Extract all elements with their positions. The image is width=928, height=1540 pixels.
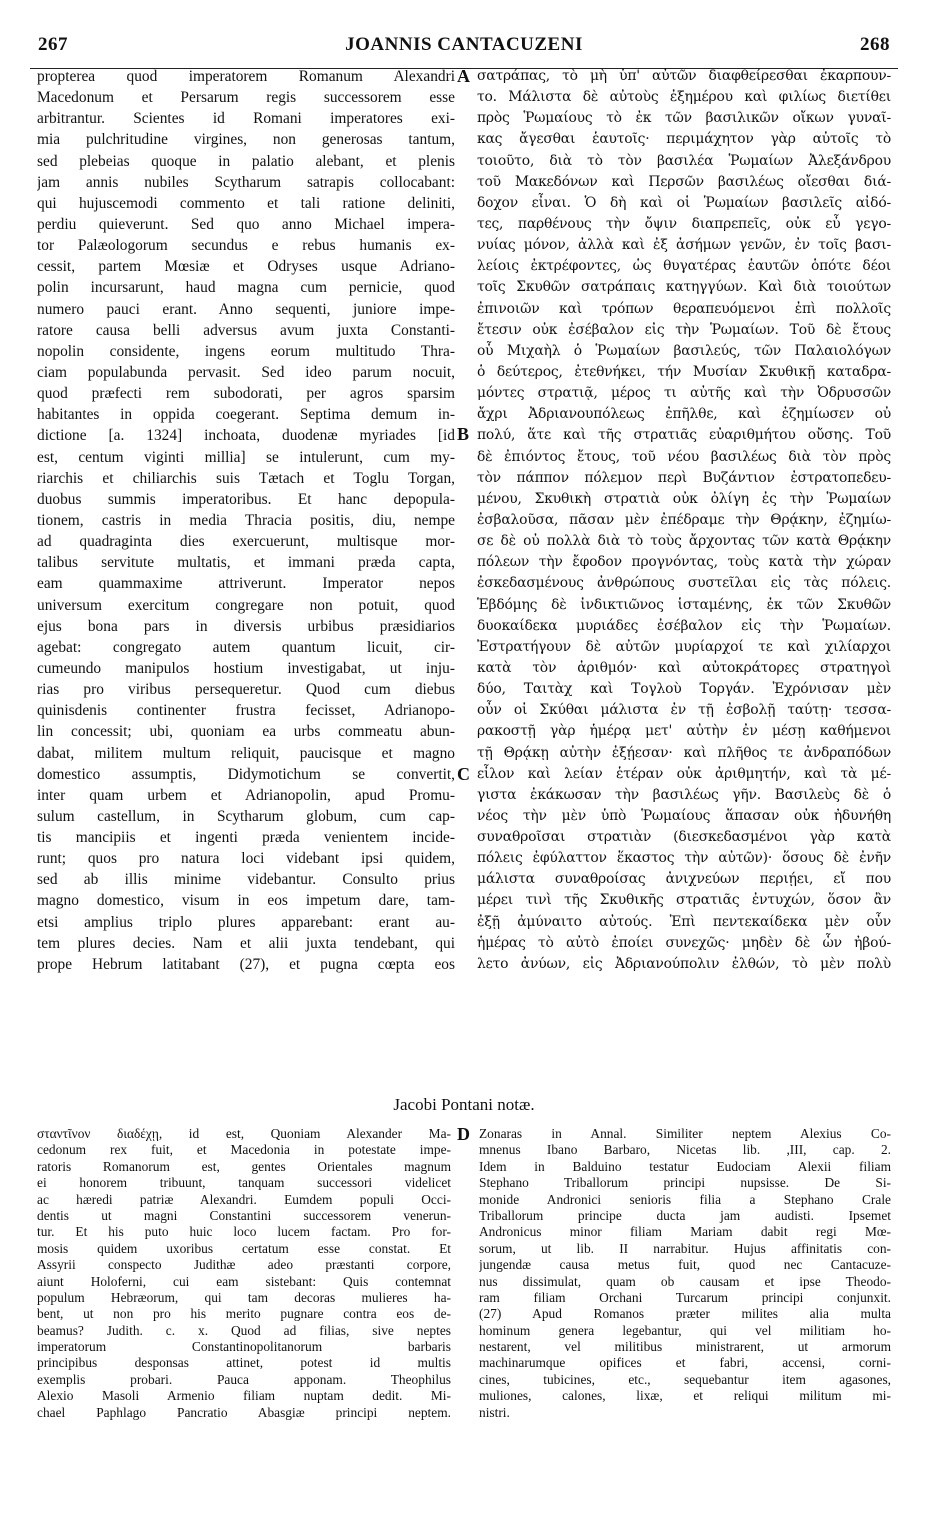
latin-text-line: tis mancipiis et ingenti præda venientem incide- — [37, 829, 455, 847]
latin-text-line: arbitrantur. Scientes id Romani imperatores exi- — [37, 110, 455, 128]
latin-text-line: cumeundo manipulos hostium investigabat, ut inju- — [37, 659, 455, 677]
latin-text-line: dabat, militem multum reliquit, paucisque et magno — [37, 744, 455, 762]
greek-text-line: δύο, Ταιτὰχ καὶ Τογλοὺ Τοργάν. Ἐχρόνισαν μὲν — [477, 681, 891, 698]
note-line: ei honorem tribuunt, tanquam successori videlicet — [37, 1175, 451, 1191]
greek-text-line: ἄχρι Ἀδριανουπόλεως ἐπῆλθε, καὶ ἐζημίωσεν οὐ — [477, 406, 891, 423]
greek-text-line: ἐσβαλοῦσα, πᾶσαν μὲν ἐπέδραμε τὴν Θρᾴκην, ἐζημίω- — [477, 511, 891, 528]
latin-text-line: agebat: congregato autem quantum licuit, cir- — [37, 638, 455, 656]
greek-text-line: πόλεις ἐφύλαττον ἕκαστος τὴν αὐτῶν)· ὅσους δὲ ἐνῆν — [477, 850, 891, 867]
latin-text-line: duobus summis imperatoribus. Et hanc depopula- — [37, 490, 455, 508]
greek-text-line: σατράπας, τὸ μὴ ὑπ' αὐτῶν διαφθείρεσθαι ἐκαρπουν- — [477, 68, 891, 84]
notes-column-right — [479, 1126, 891, 1421]
section-marker-d: D — [457, 1124, 470, 1144]
greek-text-line: λετο ἀνύων, εἰς Ἀδριανούπολιν ἐλθών, τὸ μὲν πολὺ — [477, 955, 891, 972]
greek-text-line: κατὰ τὸν ἀριθμόν· καὶ αὐτοκράτορες στρατηγοὶ — [477, 659, 891, 676]
latin-text-line: tor Palæologorum secundus e rebus humanis ex- — [37, 237, 455, 255]
greek-text-line: το. Μάλιστα δὲ αὐτοὺς ἐξημέρου καὶ φιλίως διετίθει — [477, 89, 891, 106]
latin-text-line: eam quammaxime attriverunt. Imperator nepos — [37, 575, 455, 593]
latin-text-line: sed ab illis minime videbantur. Consulto prius — [37, 871, 455, 889]
greek-text-line: ὁ δεύτερος, ἐτεθνήκει, τήν Μυσίαν Σκυθικῇ καταδρα- — [477, 363, 891, 380]
note-line: mosis quidem uxoribus certatum esse constat. Et — [37, 1240, 451, 1256]
note-line: monide Andronici senioris filia a Stephano Crale — [479, 1191, 891, 1207]
running-title: JOANNIS CANTACUZENI — [345, 34, 583, 55]
latin-text-line: cessit, partem Mœsiæ et Odryses usque Adriano- — [37, 258, 455, 276]
greek-text-line: μάλιστα συναθροίσας ἀνιχνεύων περιῄει, εἴ που — [477, 871, 891, 888]
greek-text-line: ἐπινοιῶν καὶ τρόπων θεραπευόμενοι ἐπὶ πολλοῖς — [477, 300, 891, 317]
note-line: Stephano Triballorum principi nupsisse. De Si- — [479, 1175, 891, 1191]
latin-text-line: dictione [a. 1324] inchoata, duodenæ myriades [id — [37, 427, 455, 445]
greek-text-line: ἡμέρας τὸ αὐτὸ ἐποίει συνεχῶς· μηδὲν δὲ ὧν ἠβού- — [477, 934, 891, 951]
note-line: sorum, ut lib. II narrabitur. Hujus affinitatis con- — [479, 1240, 891, 1256]
note-line: jungendæ causa metus fuit, quod nec Cantacuze- — [479, 1257, 891, 1273]
latin-text-line: polin incursarunt, haud magna cum pernicie, quod — [37, 279, 455, 297]
greek-text-line: Ἐστρατήγουν δὲ αὐτῶν μυρίαρχοί τε καὶ χιλίαρχοι — [477, 638, 891, 655]
greek-text-line: ἐσκεδασμένους ἀνθρώπους συστεῖλαι εἰς τὰς πόλεις. — [477, 575, 891, 592]
latin-text-line: ejus bona pars in diversis urbibus præsidiarios — [37, 617, 455, 635]
latin-text-line: domestico assumptis, Didymotichum se convertit, — [37, 765, 455, 783]
greek-text-line: νέος τὴν μὲν ὑπὸ Ῥωμαίους ἅπασαν οὐκ ἠδυνήθη — [477, 807, 891, 824]
greek-text-line: οὖν οἱ Σκύθαι μάλιστα ἐν τῇ ἐσβολῇ ταύτῃ· τεσσα- — [477, 702, 891, 719]
note-line: (27) Apud Romanos præter milites alia multa — [479, 1306, 891, 1322]
latin-text-line: nopolin considente, ingens eorum multitudo Thra- — [37, 342, 455, 360]
note-line: ac hæredi patriæ Alexandri. Eumdem populi Occi- — [37, 1191, 451, 1207]
note-line: tur. Et his puto huic loco lucem factam. Pro for- — [37, 1224, 451, 1240]
greek-text-line: συναθροῖσαι στρατιὰν (διεσκεδασμένοι γὰρ κατὰ — [477, 829, 891, 846]
latin-text-line: propterea quod imperatorem Romanum Alexandri — [37, 68, 455, 85]
note-line: bent, ut non pro his merito pugnare contra eos de- — [37, 1306, 451, 1322]
note-line: ram filiam Orchani Turcarum principi conjunxit. — [479, 1289, 891, 1305]
greek-text-line: τῇ Θρᾴκῃ αὐτὴν ἐξῄεσαν· καὶ πλῆθος τε ἀνδραπόδων — [477, 744, 891, 761]
greek-text-line: πρὸς Ῥωμαίους τὸ ἐκ τῶν βασιλικῶν οἴκων γυναῖ- — [477, 110, 891, 127]
running-header — [30, 34, 898, 69]
notes-heading: Jacobi Pontani notæ. — [393, 1095, 535, 1114]
note-line: beamus? Judith. c. x. Quod ad filias, sive neptes — [37, 1322, 451, 1338]
note-line: imperatorum Constantinopolitanorum barbaris — [37, 1339, 451, 1355]
note-line: principibus desponsas attinet, potest id multis — [37, 1355, 451, 1371]
latin-text-line: ratore causa belli adversus avum juxta Constanti- — [37, 321, 455, 339]
section-marker-a: A — [457, 66, 470, 86]
greek-text-line: τὸν πάππον πόλεμον περὶ Βυζάντιον ἐστρατοπεδευ- — [477, 469, 891, 486]
greek-text-line: πόλεων τὴν ἔφοδον προγνόντας, τοὺς κατὰ τὴν χώραν — [477, 554, 891, 571]
note-line: Triballorum principe ducta jam audisti. Ipsemet — [479, 1207, 891, 1223]
latin-text-line: perdiu quieverunt. Sed quo anno Michael impera- — [37, 215, 455, 233]
note-line: nestarent, vel militibus ministrarent, ut armorum — [479, 1339, 891, 1355]
greek-text-line: ἐξῇ ἀμύναιτο αὐτούς. Ἐπὶ πεντεκαίδεκα μὲν οὖν — [477, 913, 891, 930]
note-line: ratoris Romanorum est, gentes Orientales magnum — [37, 1158, 451, 1174]
note-line: Assyrii conspecto Judithæ adeo præstanti corpore, — [37, 1257, 451, 1273]
note-line: Idem in Balduino testatur Eudociam Alexii filiam — [479, 1158, 891, 1174]
greek-text-line: οὗ Μιχαὴλ ὁ Ῥωμαίων βασιλεύς, τῶν Παλαιολόγων — [477, 342, 891, 359]
greek-text-line: κας ἄγεσθαι ἑαυτοῖς· περιμάχητον γὰρ αὐτοῖς τὸ — [477, 131, 891, 148]
latin-text-line: jam annis nubiles Scytharum satrapis collocabant: — [37, 173, 455, 191]
latin-text-line: inter quam urbem et Adrianopolin, apud Promu- — [37, 786, 455, 804]
note-line: cines, tubicines, etc., sequebantur item agasones, — [479, 1371, 891, 1387]
latin-text-line: Macedonum et Persarum regis successorem esse — [37, 89, 455, 107]
note-line: aiunt Holoferni, cui eam sistebant: Quis contemnat — [37, 1273, 451, 1289]
latin-text-line: riarchis et chiliarchis suis Tætach et Toglu Torgan, — [37, 469, 455, 487]
note-line: muliones, calones, lixæ, et reliqui militum mi- — [479, 1388, 891, 1404]
latin-text-line: mia pulchritudine virgines, non generosas tantum, — [37, 131, 455, 149]
latin-text-line: ciam populabunda pervasit. Sed ideo parum nocuit, — [37, 363, 455, 381]
note-line: populum Hebræorum, qui tam decoras mulieres ha- — [37, 1289, 451, 1305]
note-line: exemplis probari. Pauca apponam. Theophilus — [37, 1371, 451, 1387]
greek-text-line: σε δὲ οὐ πολλὰ διὰ τὸ τοὺς ἄρχοντας τῶν κατὰ Θρᾴκην — [477, 533, 891, 550]
latin-text-line: numero pauci erant. Anno sequenti, juniore impe- — [37, 300, 455, 318]
note-line: Zonaras in Annal. Similiter neptem Alexius Co- — [479, 1126, 891, 1141]
latin-text-line: habitantes in oppida coegerant. Septima demum in- — [37, 406, 455, 424]
latin-text-line: runt; quos pro natura loci videbant ipsi quidem, — [37, 850, 455, 868]
note-line: mnenus Ibano Barbaro, Nicetas lib. ,III, cap. 2. — [479, 1142, 891, 1158]
greek-text-line: λείοις ἐκτρέφοντες, ὡς θυγατέρας ἑαυτῶν ὁπότε δέοι — [477, 258, 891, 275]
greek-text-line: δυοκαίδεκα μυριάδες ἐσέβαλον εἰς τὴν Ῥωμαίων. — [477, 617, 891, 634]
latin-translation-column — [37, 66, 455, 975]
note-line: chael Paphlago Pancratio Abasgiæ principi neptem. — [37, 1404, 451, 1420]
latin-text-line: etsi amplius triplo plures apparebant: erant au- — [37, 913, 455, 931]
greek-text-line: τες, παρθένους τὴν ὄψιν διαπρεπεῖς, οὐκ εὖ γεγο- — [477, 215, 891, 232]
greek-text-line: Ἑβδόμης δὲ ἰνδικτιῶνος ἱσταμένης, ἐκ τῶν Σκυθῶν — [477, 596, 891, 613]
page-number-right: 268 — [860, 34, 890, 55]
greek-text-column — [477, 66, 891, 975]
greek-text-line: δοχον εἶναι. Ὁ δὴ καὶ οἱ Ῥωμαίων βασιλεῖς αἰδό- — [477, 194, 891, 211]
latin-text-line: universum exercitum congregare non potuit, quod — [37, 596, 455, 614]
greek-text-line: μένου, Σκυθικὴ στρατιὰ οὐκ ὀλίγη ἐς τὴν Ῥωμαίων — [477, 490, 891, 507]
section-marker-c: C — [457, 764, 470, 784]
greek-text-line: νυίας μόνον, ἀλλὰ καὶ ἐξ ἀσήμων γενῶν, ἐν τοῖς βασι- — [477, 237, 891, 254]
latin-text-line: tionem, castris in media Thracia positis, diu, nempe — [37, 511, 455, 529]
latin-text-line: talibus servitute multatis, et immani præda capta, — [37, 554, 455, 572]
note-line: σταντῖνον διαδέχῃ, id est, Quoniam Alexander Ma- — [37, 1126, 451, 1141]
greek-text-line: εἷλον καὶ λείαν ἑτέραν οὐκ ἀριθμητήν, καὶ τὰ μέ- — [477, 765, 891, 782]
latin-text-line: rias pro viribus persequeretur. Quod cum diebus — [37, 681, 455, 699]
latin-text-line: ad quadraginta dies exercuerunt, multisque mor- — [37, 533, 455, 551]
latin-text-line: sed plebeias quoque in palatio alebant, et plenis — [37, 152, 455, 170]
latin-text-line: quinisdenis continenter frustra fecisset, Adrianopo- — [37, 702, 455, 720]
note-line: hominum genera legebantur, qui vel militiam ho- — [479, 1322, 891, 1338]
greek-text-line: τοῖς Σκυθῶν σατράπαις κατηγγύων. Καὶ διὰ τοιούτων — [477, 279, 891, 296]
latin-text-line: sulum castellum, in Scytharum globum, cum cap- — [37, 807, 455, 825]
greek-text-line: τοιοῦτο, διὰ τὸ τὸν βασιλέα Ῥωμαίων Ἀλεξάνδρου — [477, 152, 891, 169]
notes-column-left — [37, 1126, 451, 1421]
note-line: Andronicus minor filiam Mariam dabit regi Mœ- — [479, 1224, 891, 1240]
section-marker-b: B — [457, 424, 470, 444]
greek-text-line: γιστα ἐκάκωσαν τὴν βασιλέως γῆν. Βασιλεὺς δὲ ὁ — [477, 786, 891, 803]
greek-text-line: ἔτεσιν οὐκ ἐσέβαλον εἰς τὴν Ῥωμαίων. Τοῦ δὲ ἔτους — [477, 321, 891, 338]
greek-text-line: μέρει τινὶ τῆς Σκυθικῆς στρατιᾶς ἐντυχών, ὅσον ἂν — [477, 892, 891, 909]
note-line: Alexio Masoli Armenio filiam nuptam dedit. Mi- — [37, 1388, 451, 1404]
latin-text-line: tem plures decies. Nam et alii juxta tendebant, qui — [37, 934, 455, 952]
note-line: machinarumque opifices et fabri, accensi, corni- — [479, 1355, 891, 1371]
greek-text-line: πολύ, ἅτε καὶ τῆς στρατιᾶς εὐαριθμήτου οὔσης. Τοῦ — [477, 427, 891, 444]
note-line: cedonum rex fuit, et Macedonia in potestate impe- — [37, 1142, 451, 1158]
latin-text-line: quod præfecti rem subodorati, per agros sparsim — [37, 385, 455, 403]
greek-text-line: τοῦ Μακεδόνων καὶ Περσῶν βασιλέως οἴεσθαι διά- — [477, 173, 891, 190]
page-number-left: 267 — [38, 34, 68, 55]
note-line: nistri. — [479, 1404, 510, 1420]
greek-text-line: δὲ ἐπιόντος ἔτους, τοῦ νέου βασιλέως διὰ τὸν πρὸς — [477, 448, 891, 465]
greek-text-line: μόντες στρατιᾷ, μέρος τι αὐτῆς καὶ τὴν Ὀδρυσσῶν — [477, 385, 891, 402]
greek-text-line: ρακοστῇ γὰρ ἡμέρᾳ μετ' αὐτὴν ἐν μέσῃ καθήμενοι — [477, 723, 891, 740]
latin-text-line: est, centum viginti millia] se intulerunt, cum my- — [37, 448, 455, 466]
latin-text-line: qui hujuscemodi commento et tali ratione deliniti, — [37, 194, 455, 212]
note-line: nus dissimulat, quam ob causam et ipse Theodo- — [479, 1273, 891, 1289]
latin-text-line: lin concessit; ubi, quoniam ea urbs commeatu abun- — [37, 723, 455, 741]
latin-text-line: magno domestico, visum in eos impetum dare, tam- — [37, 892, 455, 910]
note-line: dentis ut magni Constantini successorem venerun- — [37, 1207, 451, 1223]
latin-text-line: prope Hebrum latitabant (27), et pugna cœpta eos — [37, 955, 455, 973]
